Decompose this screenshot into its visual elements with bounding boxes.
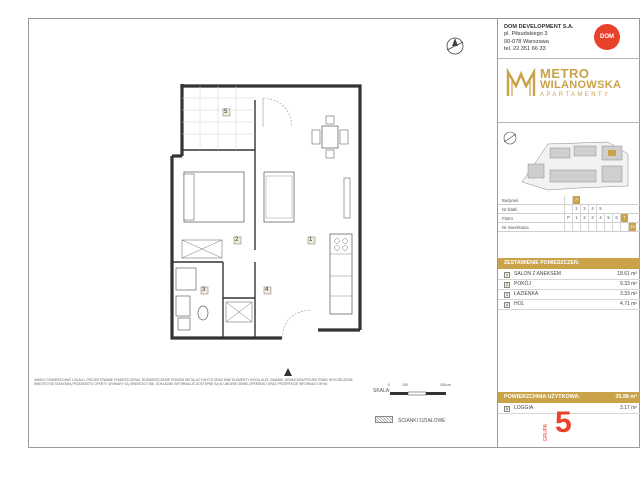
- company-address-2: 00-078 Warszawa: [504, 38, 549, 45]
- total-area-value: 35.98 m²: [615, 394, 637, 400]
- rooms-title: ZESTAWIENIE POMIESZCZEŃ:: [498, 258, 640, 269]
- wall-legend-label: ŚCIANKI DZIAŁOWE: [398, 418, 446, 424]
- brand-line-2: WILANOWSKA: [540, 79, 622, 91]
- company-block: [504, 24, 574, 54]
- scale-bar: [390, 392, 446, 395]
- company-phone: tel. 22 351 66 33: [504, 46, 546, 53]
- brand-line-1: METRO: [540, 66, 590, 81]
- dom-logo: DOM: [594, 24, 620, 50]
- room-row: 3 ŁAZIENKA 3.33 m²: [498, 290, 640, 300]
- info-row-floor: Piętro P 1 2 3 4 5 6 7: [498, 214, 640, 223]
- total-area-label: POWIERZCHNIA UŻYTKOWA:: [504, 394, 581, 400]
- scale-tick-1: 100: [402, 383, 408, 387]
- loggia-row: 5 LOGGIA 3.17 m²: [498, 404, 640, 414]
- site-plan-thumbnail: [498, 124, 640, 194]
- divider: [498, 122, 640, 123]
- divider: [498, 58, 640, 59]
- info-panel: [497, 18, 640, 448]
- info-row-apartment: Nr mieszkania 10: [498, 223, 640, 232]
- room-label-5: 5: [224, 109, 228, 115]
- brand-line-3: APARTAMENTY: [540, 92, 611, 98]
- metro-m-icon: [506, 68, 536, 98]
- room-row: 4 HOL 4.71 m²: [498, 300, 640, 310]
- info-row-staircase: Nr klatki 2 3 4 5: [498, 205, 640, 214]
- room-label-3: 3: [202, 287, 206, 293]
- room-label-1: 1: [309, 237, 313, 243]
- scale-label: SKALA:: [373, 388, 391, 394]
- scale-tick-0: 0: [388, 383, 390, 387]
- wall-legend-swatch: [375, 416, 393, 423]
- scale-tick-2: 200cm: [440, 383, 451, 387]
- apartment-info-table: [498, 196, 640, 232]
- room-row: 1 SALON Z ANEKSEM 18.61 m²: [498, 270, 640, 280]
- room-row: 2 POKÓJ 9.33 m²: [498, 280, 640, 290]
- room-label-2: 2: [235, 237, 239, 243]
- company-name: DOM DEVELOPMENT S.A.: [504, 24, 574, 30]
- grupa-5-logo: GRUPA 5: [543, 406, 572, 442]
- room-label-4: 4: [265, 287, 269, 293]
- info-row-building: Budynek A: [498, 196, 640, 205]
- brand-logo: [506, 66, 636, 106]
- north-arrow-icon: [447, 38, 463, 54]
- total-area-bar: [498, 392, 640, 403]
- company-address-1: pl. Piłsudskiego 3: [504, 31, 548, 38]
- notes-text: UWAGI: POWIERZCHNIE LOKALU, PROJEKTOWANE POMIESZCZENIA, ROZMIESZCZENIE PIONÓW INSTALACYJNYCH ORAZ INNE ELEMENTY MOGĄ ULEC ZMIANIE. APARATURA PROJEKTOWA I WYKOŃCZENIE WNĘTRZ NIE STANOWIĄ PRZEDMIOTU OFERTY. WYMIARY SĄ ORIENTACYJNE. DOKŁADNE INFORMACJE DOSTĘPNE SĄ W UMOWIE DEWELOPERSKIEJ ORAZ PROSPEKCIE INFORMACYJNYM.: [34, 378, 353, 387]
